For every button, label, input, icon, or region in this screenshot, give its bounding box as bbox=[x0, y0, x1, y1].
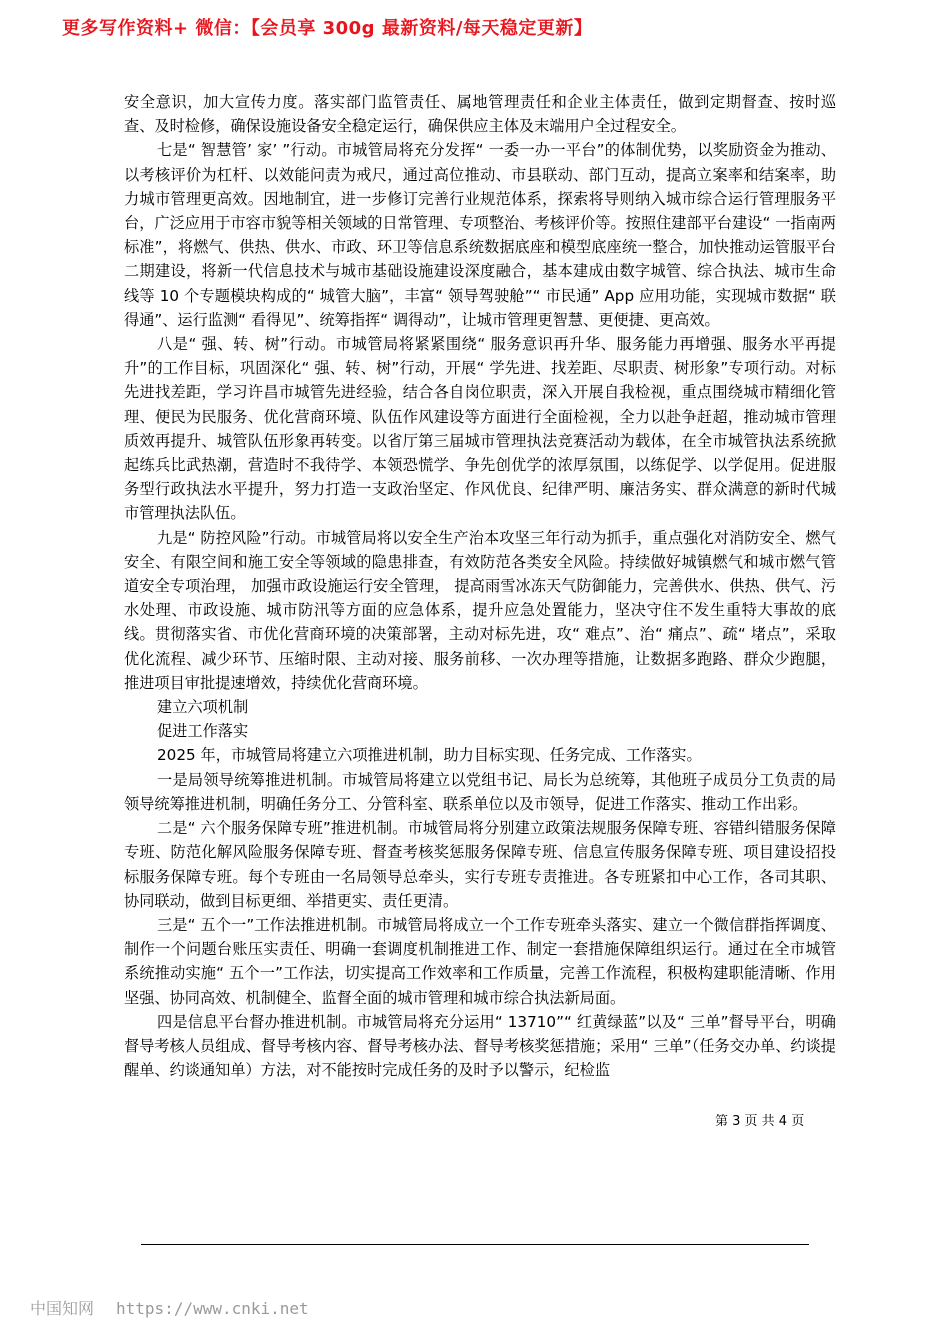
paragraph: 2025 年，市城管局将建立六项推进机制，助力目标实现、任务完成、工作落实。 bbox=[157, 746, 702, 765]
paragraph: 九是“ 防控风险”行动。市城管局将以安全生产治本攻坚三年行动为抓手，重点强化对消防安全、燃气安全、有限空间和施工安全等领域的隐患排查，有效防范各类安全风险。持续做好城镇燃气和城市燃气管道安全专项治理， 加强市政设施运行安全管理， 提高雨雪冰冻天气防御能力，完善供水、供热、供气、污水处理、市政设施、城市防汛等方面的应急体系，提升应急处置能力，坚决守住不发生重特大事故的底线。贯彻落实省、市优化营商环境的决策部署，主动对标先进，攻“ 难点”、治“ 痛点”、疏“ 堵点”，采取优化流程、减少环节、压缩时限、主动对接、服务前移、一次办理等措施，让数据多跑路、群众少跑腿，推进项目审批提速增效，持续优化营商环境。 bbox=[124, 528, 836, 692]
paragraph: 七是“ 智慧管’ 家’ ”行动。市城管局将充分发挥“ 一委一办一平台”的体制优势，以奖励资金为推动、以考核评价为杠杆、以效能问责为戒尺，通过高位推动、市县联动、部门互动，提高立案率和结案率，助力城市管理更高效。因地制宜，进一步修订完善行业规范体系，探索将导则纳入城市综合运行管理服务平台，广泛应用于市容市貌等相关领域的日常管理、专项整治、考核评价等。按照住建部平台建设“ 一指南两标准”，将燃气、供热、供水、市政、环卫等信息系统数据底座和模型底座统一整合，加快推动运管服平台二期建设，将新一代信息技术与城市基础设施建设深度融合，基本建成由数字城管、综合执法、城市生命线等 10 个专题模块构成的“ 城管大脑”，丰富“ 领导驾驶舱”“ 市民通” App 应用功能，实现城市数据“ 联得通”、运行监测“ 看得见”、统筹指挥“ 调得动”，让城市管理更智慧、更便捷、更高效。 bbox=[124, 141, 836, 329]
watermark bbox=[30, 1296, 309, 1319]
page-number: 第 3 页 共 4 页 bbox=[715, 1114, 805, 1129]
paragraph: 三是“ 五个一”工作法推进机制。市城管局将成立一个工作专班牵头落实、建立一个微信群指挥调度、制作一个问题台账压实责任、明确一套调度机制推进工作、制定一套措施保障组织运行。通过在全市城管系统推动实施“ 五个一”工作法，切实提高工作效率和工作质量，完善工作流程，积极构建职能清晰、作用坚强、协同高效、机制健全、监督全面的城市管理和城市综合执法新局面。 bbox=[124, 915, 836, 1007]
paragraph: 安全意识，加大宣传力度。落实部门监管责任、属地管理责任和企业主体责任，做到定期督查、按时巡查、及时检修，确保设施设备安全稳定运行，确保供应主体及末端用户全过程安全。 bbox=[124, 93, 836, 136]
section-heading: 建立六项机制 bbox=[157, 698, 249, 717]
watermark-site-name: 中国知网 bbox=[30, 1299, 95, 1318]
paragraph: 二是“ 六个服务保障专班”推进机制。市城管局将分别建立政策法规服务保障专班、容错纠错服务保障专班、防范化解风险服务保障专班、督查考核奖惩服务保障专班、信息宣传服务保障专班、项目建设招投标服务保障专班。每个专班由一名局领导总牵头，实行专班专责推进。各专班紧扣中心工作，各司其职、协同联动，做到目标更细、举措更实、责任更清。 bbox=[124, 819, 836, 910]
section-subheading: 促进工作落实 bbox=[157, 722, 249, 741]
promo-banner: 更多写作资料+ 微信：【会员享 300g 最新资料/每天稳定更新】 bbox=[62, 18, 593, 39]
watermark-url: https://www.cnki.net bbox=[116, 1299, 309, 1318]
paragraph: 四是信息平台督办推进机制。市城管局将充分运用“ 13710”“ 红黄绿蓝”以及“ 三单”督导平台，明确督导考核人员组成、督导考核内容、督导考核办法、督导考核奖惩措施；采用“ 三单”（任务交办单、约谈提醒单、约谈通知单）方法，对不能按时完成任务的及时予以警示，纪检监 bbox=[124, 1012, 836, 1080]
document-body bbox=[124, 90, 836, 1082]
paragraph: 一是局领导统筹推进机制。市城管局将建立以党组书记、局长为总统筹，其他班子成员分工负责的局领导统筹推进机制，明确任务分工、分管科室、联系单位以及市领导，促进工作落实、推动工作出彩。 bbox=[124, 770, 836, 813]
footer-divider bbox=[141, 1244, 809, 1245]
paragraph: 八是“ 强、转、树”行动。市城管局将紧紧围绕“ 服务意识再升华、服务能力再增强、服务水平再提升”的工作目标，巩固深化“ 强、转、树”行动，开展“ 学先进、找差距、尽职责、树形象”专项行动。对标先进找差距，学习许昌市城管先进经验，结合各自岗位职责，深入开展自我检视，重点围绕城市精细化管理、便民为民服务、优化营商环境、队伍作风建设等方面进行全面检视，全力以赴争赶超，推动城市管理质效再提升、城管队伍形象再转变。以省厅第三届城市管理执法竞赛活动为载体，在全市城管执法系统掀起练兵比武热潮，营造时不我待学、本领恐慌学、争先创优学的浓厚氛围，以练促学、以学促用。促进服务型行政执法水平提升，努力打造一支政治坚定、作风优良、纪律严明、廉洁务实、群众满意的新时代城市管理执法队伍。 bbox=[124, 335, 836, 523]
